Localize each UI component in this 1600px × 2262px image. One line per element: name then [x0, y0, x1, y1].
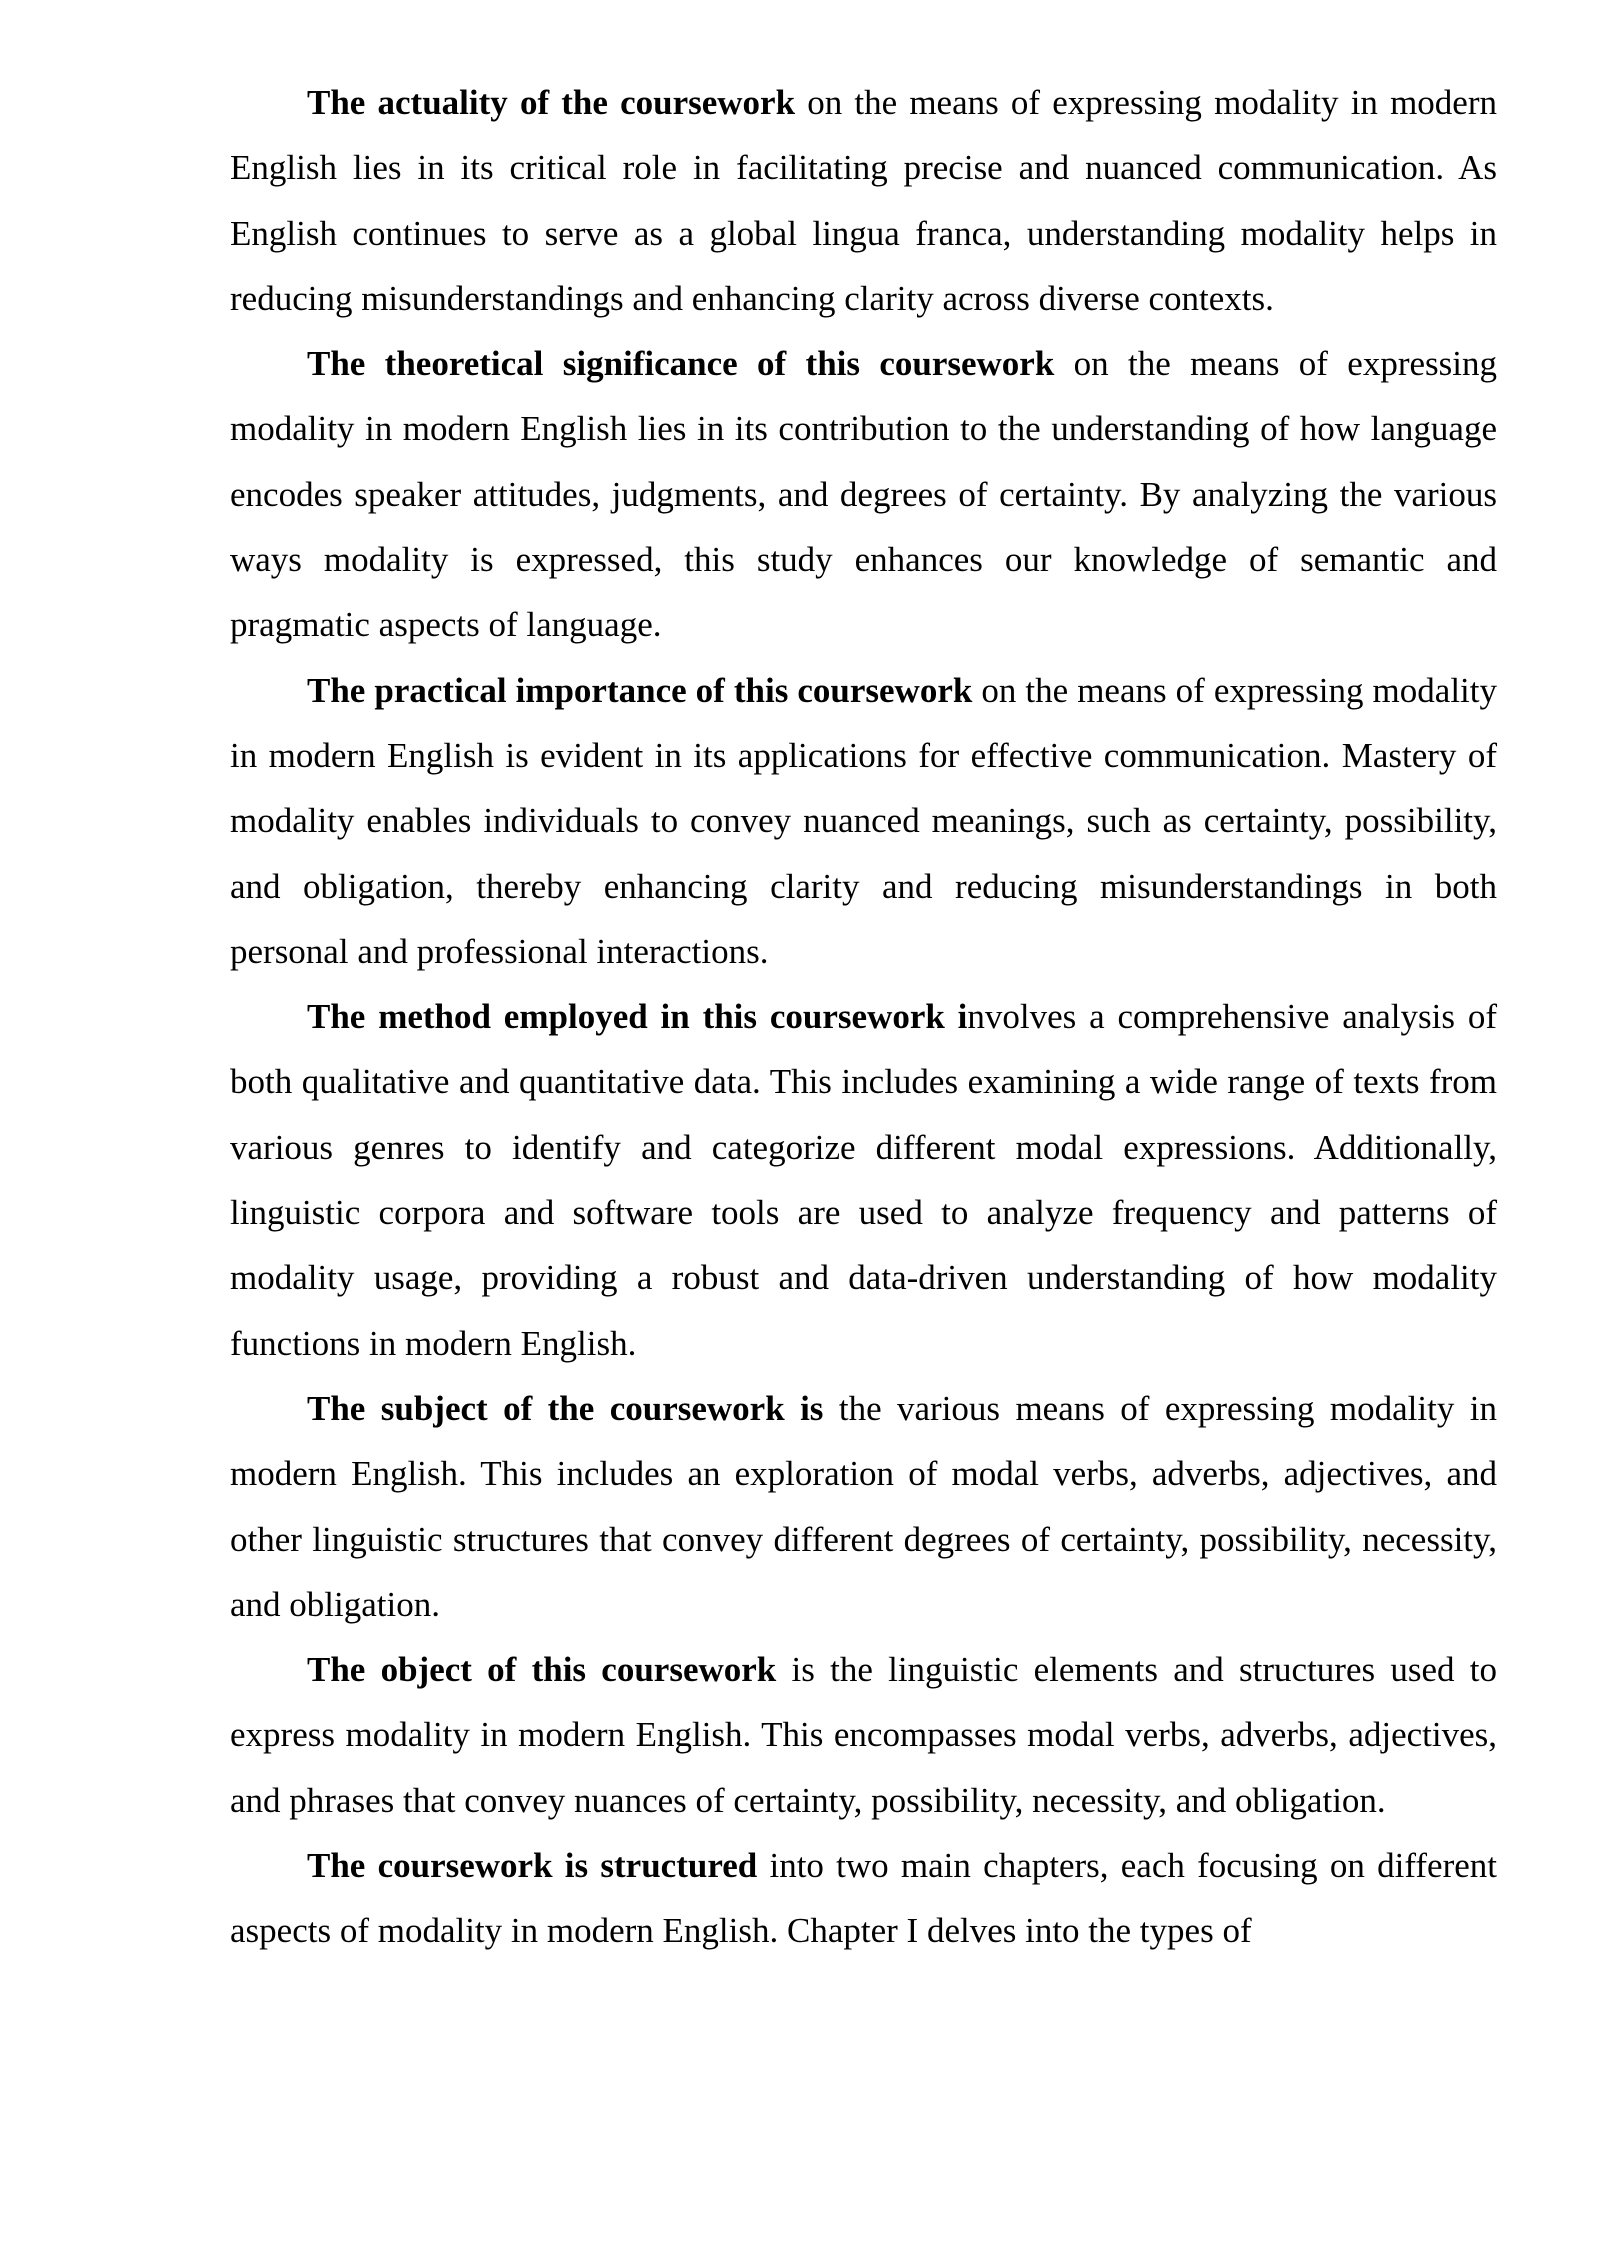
paragraph-subject: [230, 1376, 1497, 1637]
paragraph-theoretical-significance: [230, 331, 1497, 657]
paragraph-lead: The theoretical significance of this coursework: [307, 344, 1055, 384]
paragraph-body: nvolves a comprehensive analysis of both qualitative and quantitative data. This includes examining a wide range of texts from various genres to identify and categorize different modal expressions. Additionally, linguistic corpora and software tools are used to analyze frequency and patterns of modality usage, providing a robust and data-driven understanding of how modality functions in modern English.: [230, 997, 1497, 1363]
paragraph-actuality: [230, 70, 1497, 331]
paragraph-body: on the means of expressing modality in modern English lies in its contribution to the understanding of how language encodes speaker attitudes, judgments, and degrees of certainty. By analyzing the various ways modality is expressed, this study enhances our knowledge of semantic and pragmatic aspects of language.: [230, 344, 1497, 645]
document-page: [230, 70, 1497, 1964]
paragraph-object: [230, 1637, 1497, 1833]
paragraph-method: [230, 984, 1497, 1376]
paragraph-lead: The actuality of the coursework: [307, 83, 796, 122]
paragraph-structure: [230, 1833, 1497, 1964]
paragraph-lead: The subject of the coursework is: [307, 1388, 824, 1428]
paragraph-practical-importance: [230, 658, 1497, 984]
paragraph-body: on the means of expressing modality in modern English lies in its critical role in facilitating precise and nuanced communication. As English continues to serve as a global lingua franca, understanding modality helps in reducing misunderstandings and enhancing clarity across diverse contexts.: [230, 83, 1497, 318]
paragraph-body: on the means of expressing modality in modern English is evident in its applications for effective communication. Mastery of modality enables individuals to convey nuanced meanings, such as certainty, possibility, and obligation, thereby enhancing clarity and reducing misunderstandings in both personal and professional interactions.: [230, 670, 1497, 971]
paragraph-body: is the linguistic elements and structures used to express modality in modern English. This encompasses modal verbs, adverbs, adjectives, and phrases that convey nuances of certainty, possibility, necessity, and obligation.: [230, 1650, 1497, 1820]
paragraph-lead: The coursework is structured: [307, 1846, 758, 1886]
paragraph-lead: The method employed in this coursework i: [307, 997, 968, 1037]
paragraph-body: the various means of expressing modality in modern English. This includes an exploration of modal verbs, adverbs, adjectives, and other linguistic structures that convey different degrees of certainty, possibility, necessity, and obligation.: [230, 1388, 1497, 1624]
paragraph-lead: The object of this coursework: [307, 1650, 777, 1690]
paragraph-lead: The practical importance of this coursework: [307, 670, 973, 710]
paragraph-body: into two main chapters, each focusing on different aspects of modality in modern English. Chapter I delves into the types of: [230, 1846, 1497, 1951]
